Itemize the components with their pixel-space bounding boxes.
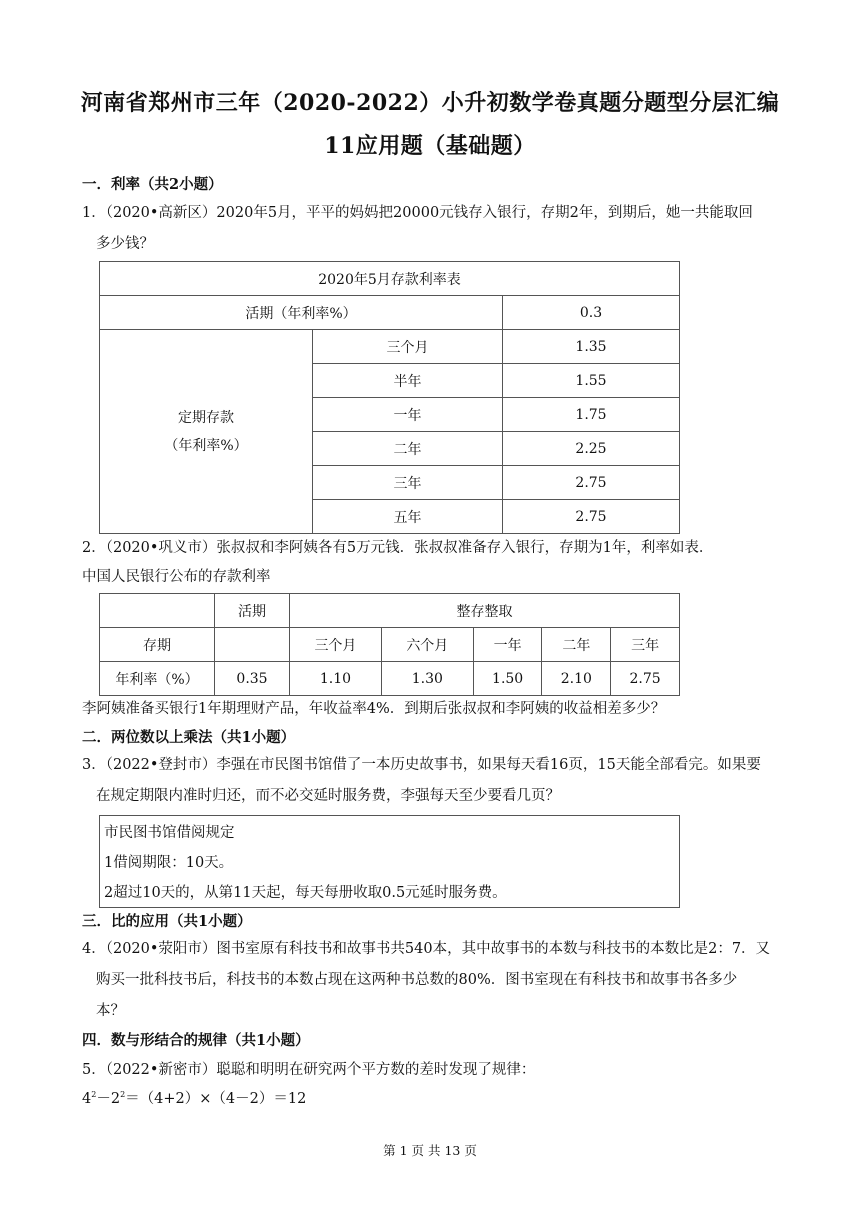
question-2-table-caption: 中国人民银行公布的存款利率: [82, 569, 271, 585]
term-cell: 三个月: [313, 330, 503, 364]
term-header: 二年: [542, 628, 611, 662]
rate-cell: 2.75: [503, 466, 680, 500]
formula-exponent-b: 2: [120, 1090, 126, 1100]
question-3-text: [82, 750, 782, 812]
question-5-formula: [82, 1087, 306, 1108]
rules-item-2: 2超过10天的，从第11天起，每天每册收取0.5元延时服务费。: [104, 885, 507, 901]
rate-cell: 1.50: [473, 662, 542, 696]
formula-base-b: －2: [96, 1091, 121, 1107]
term-header: 一年: [473, 628, 542, 662]
rules-item-1: 1借阅期限：10天。: [104, 855, 234, 871]
question-1-line2: 多少钱？: [96, 236, 154, 252]
question-2-line1: 2．（2020•巩义市）张叔叔和李阿姨各有5万元钱．张叔叔准备存入银行，存期为1年，利率如表．: [82, 540, 714, 556]
section-heading-multiplication: 二．两位数以上乘法（共1小题）: [82, 729, 296, 746]
fixed-label-line1: 定期存款: [178, 409, 234, 426]
current-value-cell: 0.3: [503, 296, 680, 330]
section-heading-number-shape: 四．数与形结合的规律（共1小题）: [82, 1032, 310, 1049]
formula-base-a: 4: [82, 1091, 92, 1107]
row-label-term: 存期: [100, 628, 215, 662]
header-fixed: 整存整取: [290, 594, 680, 628]
term-header: 三个月: [290, 628, 382, 662]
section-heading-interest: 一．利率（共2小题）: [82, 176, 223, 193]
rate-cell: 2.75: [503, 500, 680, 534]
rate-cell: 2.10: [542, 662, 611, 696]
row-label-rate: 年利率（%）: [100, 662, 215, 696]
fixed-deposit-label-cell: [100, 330, 313, 534]
rate-cell: 2.25: [503, 432, 680, 466]
library-rules-box: [99, 815, 680, 908]
fixed-label-line2: （年利率%）: [164, 437, 248, 454]
rate-cell: 1.35: [503, 330, 680, 364]
formula-rest: ＝（4+2）×（4－2）＝12: [125, 1091, 307, 1107]
bank-rate-table: [99, 593, 680, 696]
question-1-line1: 1．（2020•高新区）2020年5月，平平的妈妈把20000元钱存入银行，存期2年，到期后，她一共能取回: [82, 205, 753, 221]
question-4-line3: 本？: [96, 1003, 125, 1019]
table-title: 2020年5月存款利率表: [100, 262, 680, 296]
rules-title: 市民图书馆借阅规定: [104, 825, 235, 841]
section-heading-ratio: 三．比的应用（共1小题）: [82, 913, 252, 930]
current-rate-cell: 0.35: [215, 662, 290, 696]
question-4-line2: 购买一批科技书后，科技书的本数占现在这两种书总数的80%．图书室现在有科技书和故事书各多少: [96, 972, 738, 988]
formula-exponent-a: 2: [91, 1090, 97, 1100]
question-5-line1: 5．（2022•新密市）聪聪和明明在研究两个平方数的差时发现了规律：: [82, 1062, 536, 1078]
term-header: 三年: [611, 628, 680, 662]
question-1-text: [82, 198, 782, 260]
page-footer: 第 1 页 共 13 页: [383, 1143, 477, 1158]
question-2-line-after: 李阿姨准备买银行1年期理财产品，年收益率4%．到期后张叔叔和李阿姨的收益相差多少？: [82, 701, 666, 717]
rate-cell: 1.30: [381, 662, 473, 696]
question-4-line1: 4．（2020•荥阳市）图书室原有科技书和故事书共540本，其中故事书的本数与科技书的本数比是2：7．又: [82, 941, 771, 957]
term-cell: 三年: [313, 466, 503, 500]
document-title-line1: 河南省郑州市三年（2020-2022）小升初数学卷真题分题型分层汇编: [80, 90, 780, 116]
term-cell: 五年: [313, 500, 503, 534]
rate-cell: 1.10: [290, 662, 382, 696]
rate-cell: 2.75: [611, 662, 680, 696]
header-current: 活期: [215, 594, 290, 628]
empty-cell: [215, 628, 290, 662]
document-title-line2: 11应用题（基础题）: [324, 133, 536, 159]
term-cell: 半年: [313, 364, 503, 398]
rate-cell: 1.55: [503, 364, 680, 398]
deposit-rate-table: [99, 261, 680, 534]
question-3-line2: 在规定期限内准时归还，而不必交延时服务费，李强每天至少要看几页？: [96, 788, 560, 804]
question-4-text: [82, 934, 782, 1027]
term-header: 六个月: [381, 628, 473, 662]
term-cell: 一年: [313, 398, 503, 432]
term-cell: 二年: [313, 432, 503, 466]
empty-header-cell: [100, 594, 215, 628]
question-3-line1: 3．（2022•登封市）李强在市民图书馆借了一本历史故事书，如果每天看16页，15天能全部看完。如果要: [82, 757, 761, 773]
rate-cell: 1.75: [503, 398, 680, 432]
current-label-cell: 活期（年利率%）: [100, 296, 503, 330]
